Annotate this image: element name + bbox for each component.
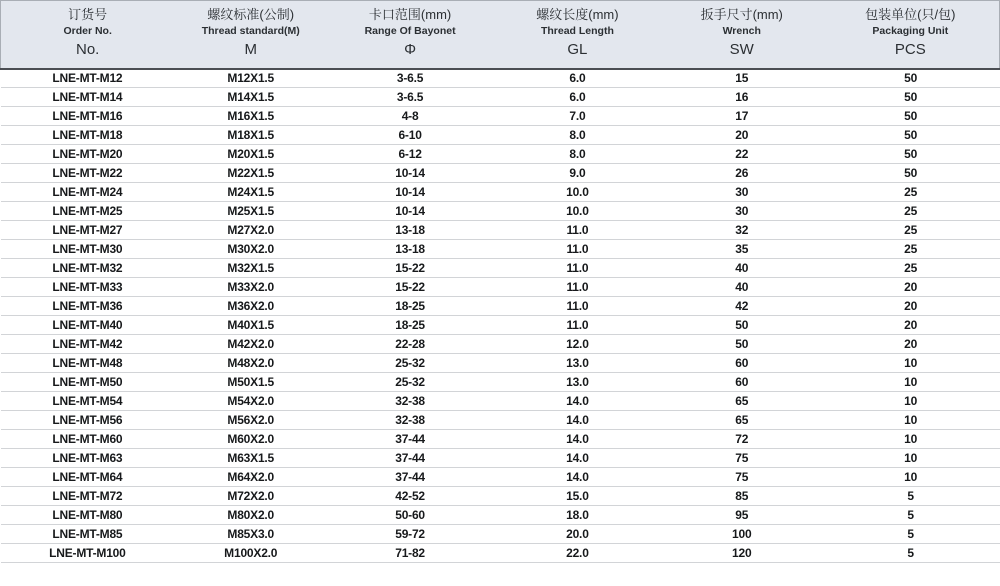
cell-thread-length: 7.0 [493, 107, 662, 126]
col-label-zh: 订货号 [68, 7, 108, 22]
cell-order-no: LNE-MT-M20 [1, 145, 175, 164]
cell-bayonet-range: 25-32 [327, 373, 493, 392]
cell-bayonet-range: 10-14 [327, 164, 493, 183]
table-row [1, 278, 1000, 297]
cell-bayonet-range: 13-18 [327, 221, 493, 240]
cell-bayonet-range: 32-38 [327, 392, 493, 411]
cell-bayonet-range: 59-72 [327, 525, 493, 544]
header-row [1, 1, 1000, 69]
table-row [1, 487, 1000, 506]
cell-packaging-unit: 10 [822, 373, 1000, 392]
cell-thread-length: 11.0 [493, 240, 662, 259]
cell-order-no: LNE-MT-M30 [1, 240, 175, 259]
col-header-thread-standard [174, 1, 327, 69]
table-row [1, 354, 1000, 373]
cell-order-no: LNE-MT-M25 [1, 202, 175, 221]
cell-thread-standard: M16X1.5 [174, 107, 327, 126]
cell-bayonet-range: 37-44 [327, 449, 493, 468]
table-row [1, 468, 1000, 487]
cell-thread-standard: M36X2.0 [174, 297, 327, 316]
col-label-en: Thread Length [540, 24, 614, 37]
cell-thread-length: 14.0 [493, 449, 662, 468]
cell-packaging-unit: 50 [822, 69, 1000, 88]
col-label-en: Thread standard(M) [201, 24, 300, 37]
col-label-zh: 扳手尺寸(mm) [700, 7, 783, 22]
cell-wrench-size: 20 [662, 126, 822, 145]
cell-order-no: LNE-MT-M33 [1, 278, 175, 297]
cell-wrench-size: 95 [662, 506, 822, 525]
cell-thread-length: 11.0 [493, 221, 662, 240]
cell-thread-standard: M14X1.5 [174, 88, 327, 107]
cell-thread-standard: M54X2.0 [174, 392, 327, 411]
cell-order-no: LNE-MT-M12 [1, 69, 175, 88]
cell-thread-standard: M40X1.5 [174, 316, 327, 335]
cell-thread-standard: M100X2.0 [174, 544, 327, 563]
col-symbol: GL [567, 41, 588, 59]
cell-thread-length: 6.0 [493, 88, 662, 107]
cell-thread-standard: M24X1.5 [174, 183, 327, 202]
table-body [1, 69, 1000, 563]
cell-thread-length: 8.0 [493, 145, 662, 164]
cell-thread-length: 22.0 [493, 544, 662, 563]
cell-bayonet-range: 37-44 [327, 468, 493, 487]
cell-packaging-unit: 20 [822, 278, 1000, 297]
cell-thread-length: 11.0 [493, 297, 662, 316]
cell-thread-standard: M33X2.0 [174, 278, 327, 297]
cell-thread-standard: M18X1.5 [174, 126, 327, 145]
cell-packaging-unit: 10 [822, 468, 1000, 487]
cell-thread-standard: M48X2.0 [174, 354, 327, 373]
col-label-en: Packaging Unit [872, 24, 949, 37]
col-symbol: PCS [894, 41, 926, 59]
cell-thread-standard: M12X1.5 [174, 69, 327, 88]
cell-wrench-size: 42 [662, 297, 822, 316]
cell-order-no: LNE-MT-M42 [1, 335, 175, 354]
cell-bayonet-range: 25-32 [327, 354, 493, 373]
table-row [1, 145, 1000, 164]
cell-order-no: LNE-MT-M72 [1, 487, 175, 506]
cell-order-no: LNE-MT-M48 [1, 354, 175, 373]
col-label-en: Order No. [63, 24, 112, 37]
cell-thread-standard: M30X2.0 [174, 240, 327, 259]
cell-bayonet-range: 3-6.5 [327, 69, 493, 88]
cell-order-no: LNE-MT-M24 [1, 183, 175, 202]
cell-order-no: LNE-MT-M36 [1, 297, 175, 316]
cell-packaging-unit: 5 [822, 525, 1000, 544]
cell-thread-length: 10.0 [493, 183, 662, 202]
cell-wrench-size: 16 [662, 88, 822, 107]
cell-bayonet-range: 10-14 [327, 202, 493, 221]
cell-wrench-size: 40 [662, 278, 822, 297]
cell-packaging-unit: 10 [822, 354, 1000, 373]
cell-order-no: LNE-MT-M32 [1, 259, 175, 278]
table-row [1, 297, 1000, 316]
cell-packaging-unit: 50 [822, 126, 1000, 145]
cell-packaging-unit: 5 [822, 544, 1000, 563]
cell-wrench-size: 75 [662, 449, 822, 468]
table-row [1, 183, 1000, 202]
col-label-zh: 包装单位(只/包) [865, 7, 956, 22]
cell-bayonet-range: 18-25 [327, 316, 493, 335]
col-header-thread-length [493, 1, 662, 69]
col-header-packaging-unit [822, 1, 1000, 69]
cell-wrench-size: 65 [662, 392, 822, 411]
cell-thread-length: 13.0 [493, 354, 662, 373]
cell-bayonet-range: 3-6.5 [327, 88, 493, 107]
cell-thread-standard: M32X1.5 [174, 259, 327, 278]
cell-thread-standard: M80X2.0 [174, 506, 327, 525]
cell-packaging-unit: 10 [822, 430, 1000, 449]
col-symbol: SW [729, 41, 754, 59]
cell-packaging-unit: 5 [822, 487, 1000, 506]
cell-packaging-unit: 50 [822, 88, 1000, 107]
cell-thread-length: 8.0 [493, 126, 662, 145]
table-row [1, 107, 1000, 126]
table-row [1, 430, 1000, 449]
cell-order-no: LNE-MT-M85 [1, 525, 175, 544]
table-row [1, 126, 1000, 145]
cell-order-no: LNE-MT-M100 [1, 544, 175, 563]
cell-thread-length: 12.0 [493, 335, 662, 354]
cell-wrench-size: 26 [662, 164, 822, 183]
col-header-order-no [1, 1, 175, 69]
cell-wrench-size: 100 [662, 525, 822, 544]
cell-thread-length: 6.0 [493, 69, 662, 88]
cell-thread-length: 14.0 [493, 468, 662, 487]
cell-bayonet-range: 15-22 [327, 259, 493, 278]
col-label-en: Range Of Bayonet [364, 24, 456, 37]
cell-thread-standard: M60X2.0 [174, 430, 327, 449]
cell-thread-standard: M85X3.0 [174, 525, 327, 544]
col-symbol: No. [75, 41, 100, 59]
cell-packaging-unit: 10 [822, 411, 1000, 430]
col-symbol: M [244, 41, 257, 59]
cell-packaging-unit: 20 [822, 316, 1000, 335]
table-row [1, 221, 1000, 240]
cell-order-no: LNE-MT-M54 [1, 392, 175, 411]
cell-wrench-size: 30 [662, 183, 822, 202]
col-header-bayonet-range [327, 1, 493, 69]
cell-wrench-size: 22 [662, 145, 822, 164]
table-row [1, 525, 1000, 544]
cell-order-no: LNE-MT-M16 [1, 107, 175, 126]
cell-bayonet-range: 32-38 [327, 411, 493, 430]
table-row [1, 316, 1000, 335]
cell-order-no: LNE-MT-M63 [1, 449, 175, 468]
cell-bayonet-range: 6-10 [327, 126, 493, 145]
cell-order-no: LNE-MT-M14 [1, 88, 175, 107]
cell-order-no: LNE-MT-M80 [1, 506, 175, 525]
table-row [1, 544, 1000, 563]
cell-wrench-size: 65 [662, 411, 822, 430]
cell-wrench-size: 72 [662, 430, 822, 449]
cell-thread-standard: M27X2.0 [174, 221, 327, 240]
table-row [1, 88, 1000, 107]
col-symbol: Φ [404, 41, 417, 59]
col-header-wrench-size [662, 1, 822, 69]
cell-packaging-unit: 10 [822, 449, 1000, 468]
table-header [1, 1, 1000, 69]
cell-packaging-unit: 5 [822, 506, 1000, 525]
cell-bayonet-range: 22-28 [327, 335, 493, 354]
table-row [1, 259, 1000, 278]
cell-wrench-size: 120 [662, 544, 822, 563]
cell-thread-standard: M63X1.5 [174, 449, 327, 468]
table-row [1, 373, 1000, 392]
col-label-zh: 螺纹长度(mm) [536, 7, 619, 22]
cell-thread-length: 18.0 [493, 506, 662, 525]
cell-thread-length: 11.0 [493, 259, 662, 278]
cell-wrench-size: 50 [662, 316, 822, 335]
cell-thread-length: 9.0 [493, 164, 662, 183]
cell-thread-length: 14.0 [493, 392, 662, 411]
cell-thread-standard: M50X1.5 [174, 373, 327, 392]
cell-order-no: LNE-MT-M40 [1, 316, 175, 335]
cell-bayonet-range: 4-8 [327, 107, 493, 126]
cell-bayonet-range: 6-12 [327, 145, 493, 164]
cell-packaging-unit: 25 [822, 221, 1000, 240]
cell-thread-standard: M72X2.0 [174, 487, 327, 506]
cell-order-no: LNE-MT-M56 [1, 411, 175, 430]
cell-thread-length: 11.0 [493, 316, 662, 335]
cell-thread-length: 10.0 [493, 202, 662, 221]
cell-wrench-size: 85 [662, 487, 822, 506]
cell-wrench-size: 40 [662, 259, 822, 278]
table-row [1, 202, 1000, 221]
cell-packaging-unit: 20 [822, 335, 1000, 354]
cell-wrench-size: 32 [662, 221, 822, 240]
cell-packaging-unit: 50 [822, 107, 1000, 126]
cell-bayonet-range: 50-60 [327, 506, 493, 525]
cell-packaging-unit: 50 [822, 164, 1000, 183]
cell-wrench-size: 35 [662, 240, 822, 259]
cell-bayonet-range: 15-22 [327, 278, 493, 297]
cell-wrench-size: 75 [662, 468, 822, 487]
cell-packaging-unit: 25 [822, 183, 1000, 202]
cell-packaging-unit: 25 [822, 240, 1000, 259]
cell-thread-standard: M20X1.5 [174, 145, 327, 164]
table-row [1, 506, 1000, 525]
cell-packaging-unit: 50 [822, 145, 1000, 164]
cell-bayonet-range: 10-14 [327, 183, 493, 202]
col-label-zh: 螺纹标准(公制) [207, 7, 295, 22]
cell-packaging-unit: 25 [822, 202, 1000, 221]
cell-order-no: LNE-MT-M60 [1, 430, 175, 449]
table-row [1, 411, 1000, 430]
cell-bayonet-range: 13-18 [327, 240, 493, 259]
cell-bayonet-range: 42-52 [327, 487, 493, 506]
table-row [1, 240, 1000, 259]
cell-thread-standard: M64X2.0 [174, 468, 327, 487]
cell-bayonet-range: 71-82 [327, 544, 493, 563]
cell-thread-length: 14.0 [493, 430, 662, 449]
cell-order-no: LNE-MT-M50 [1, 373, 175, 392]
cell-order-no: LNE-MT-M18 [1, 126, 175, 145]
cell-packaging-unit: 20 [822, 297, 1000, 316]
cell-wrench-size: 17 [662, 107, 822, 126]
cell-thread-standard: M42X2.0 [174, 335, 327, 354]
table-row [1, 449, 1000, 468]
cell-order-no: LNE-MT-M64 [1, 468, 175, 487]
table-row [1, 164, 1000, 183]
table-row [1, 335, 1000, 354]
cell-order-no: LNE-MT-M22 [1, 164, 175, 183]
cell-thread-standard: M25X1.5 [174, 202, 327, 221]
cell-thread-standard: M56X2.0 [174, 411, 327, 430]
cell-order-no: LNE-MT-M27 [1, 221, 175, 240]
cell-bayonet-range: 37-44 [327, 430, 493, 449]
cell-packaging-unit: 25 [822, 259, 1000, 278]
cell-thread-length: 15.0 [493, 487, 662, 506]
cell-wrench-size: 50 [662, 335, 822, 354]
cell-wrench-size: 15 [662, 69, 822, 88]
cell-thread-length: 14.0 [493, 411, 662, 430]
table-row [1, 69, 1000, 88]
cell-bayonet-range: 18-25 [327, 297, 493, 316]
cell-wrench-size: 30 [662, 202, 822, 221]
cell-wrench-size: 60 [662, 373, 822, 392]
cell-thread-length: 20.0 [493, 525, 662, 544]
cell-thread-length: 11.0 [493, 278, 662, 297]
cell-wrench-size: 60 [662, 354, 822, 373]
col-label-en: Wrench [722, 24, 761, 37]
cell-packaging-unit: 10 [822, 392, 1000, 411]
cell-thread-standard: M22X1.5 [174, 164, 327, 183]
table-row [1, 392, 1000, 411]
cell-thread-length: 13.0 [493, 373, 662, 392]
col-label-zh: 卡口范围(mm) [368, 7, 452, 22]
